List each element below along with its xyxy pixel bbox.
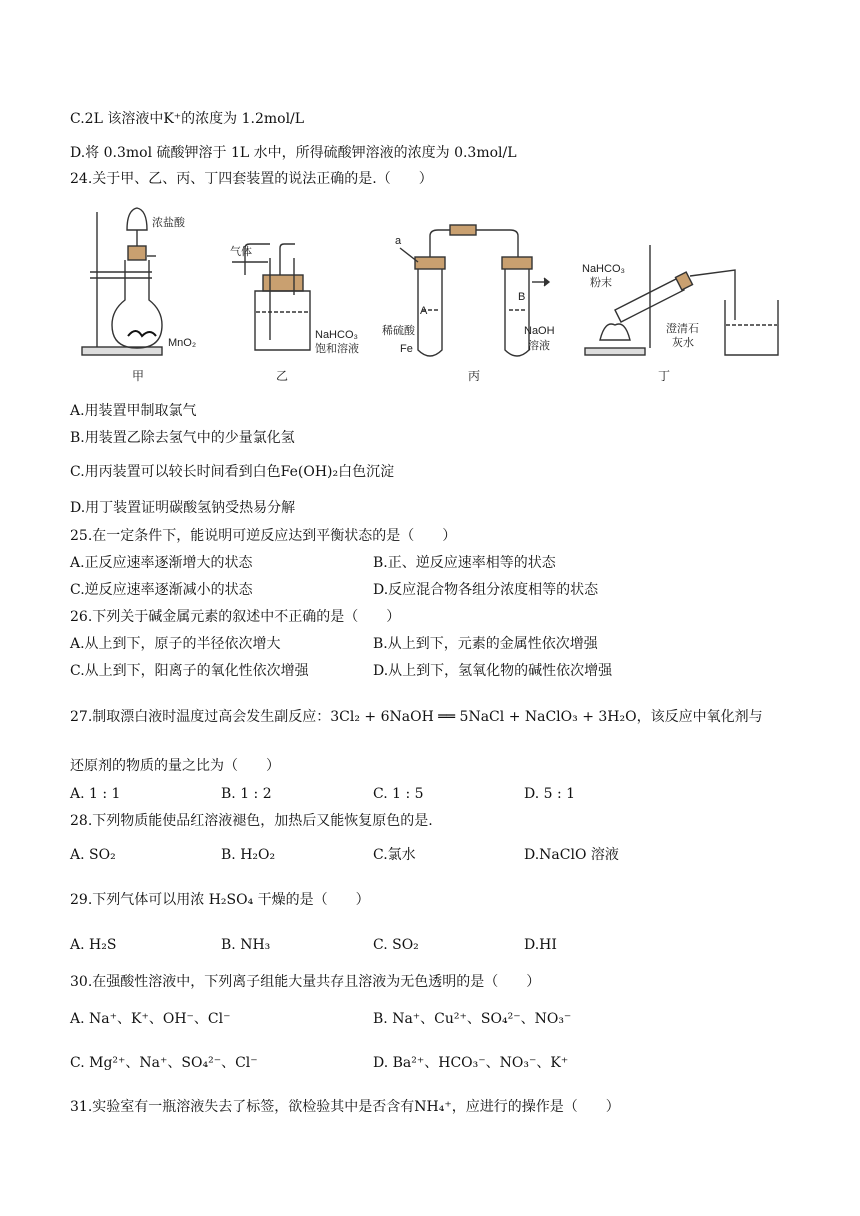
caption-bing: 丙 xyxy=(468,369,481,383)
q29-option-a: A. H₂S xyxy=(70,937,117,953)
q24-option-d: D.用丁装置证明碳酸氢钠受热易分解 xyxy=(70,500,296,516)
label-nahco3-solution-2: 饱和溶液 xyxy=(315,343,359,355)
caption-yi: 乙 xyxy=(276,369,289,383)
q24-option-c: C.用丙装置可以较长时间看到白色Fe(OH)₂白色沉淀 xyxy=(70,464,395,480)
label-nahco3-solution-1: NaHCO₃ xyxy=(315,329,358,341)
q28-option-c: C.氯水 xyxy=(373,847,416,863)
q27-option-a: A. 1 : 1 xyxy=(70,786,121,802)
label-limewater-2: 灰水 xyxy=(672,337,694,349)
label-A: A xyxy=(420,305,428,317)
q28-option-d: D.NaClO 溶液 xyxy=(524,847,619,863)
q28-stem: 28.下列物质能使品红溶液褪色，加热后又能恢复原色的是. xyxy=(70,813,433,829)
q23-option-d: D.将 0.3mol 硫酸钾溶于 1L 水中，所得硫酸钾溶液的浓度为 0.3mol/L xyxy=(70,145,517,161)
label-naoh-1: NaOH xyxy=(524,325,555,337)
q27-option-c: C. 1 : 5 xyxy=(373,786,424,802)
label-nahco3-powder-1: NaHCO₃ xyxy=(582,263,625,275)
label-fe: Fe xyxy=(400,343,413,355)
q27-stem-continued: 还原剂的物质的量之比为（ ） xyxy=(70,758,280,774)
q25-option-b: B.正、逆反应速率相等的状态 xyxy=(373,555,556,571)
q26-option-d: D.从上到下，氢氧化物的碱性依次增强 xyxy=(373,663,613,679)
q29-option-c: C. SO₂ xyxy=(373,937,419,953)
q29-stem: 29.下列气体可以用浓 H₂SO₄ 干燥的是（ ） xyxy=(70,892,370,908)
q24-option-a: A.用装置甲制取氯气 xyxy=(70,403,197,419)
label-conc-hcl: 浓盐酸 xyxy=(152,217,185,229)
apparatus-jia xyxy=(82,208,162,355)
q27-stem: 27.制取漂白液时温度过高会发生副反应：3Cl₂ + 6NaOH ══ 5NaCl + NaClO₃ + 3H₂O，该反应中氧化剂与 xyxy=(70,709,763,725)
q29-option-b: B. NH₃ xyxy=(221,937,271,953)
caption-jia: 甲 xyxy=(132,369,145,383)
q26-option-b: B.从上到下，元素的金属性依次增强 xyxy=(373,636,598,652)
q25-option-a: A.正反应速率逐渐增大的状态 xyxy=(70,555,253,571)
q25-option-c: C.逆反应速率逐渐减小的状态 xyxy=(70,582,253,598)
q31-stem: 31.实验室有一瓶溶液失去了标签，欲检验其中是否含有NH₄⁺，应进行的操作是（ ） xyxy=(70,1099,620,1115)
label-nahco3-powder-2: 粉末 xyxy=(590,277,612,289)
q30-option-c: C. Mg²⁺、Na⁺、SO₄²⁻、Cl⁻ xyxy=(70,1055,258,1071)
q29-option-d: D.HI xyxy=(524,937,557,953)
q28-option-a: A. SO₂ xyxy=(70,847,116,863)
q25-stem: 25.在一定条件下，能说明可逆反应达到平衡状态的是（ ） xyxy=(70,528,457,544)
apparatus-figure xyxy=(70,200,790,390)
q25-option-d: D.反应混合物各组分浓度相等的状态 xyxy=(373,582,599,598)
q30-option-a: A. Na⁺、K⁺、OH⁻、Cl⁻ xyxy=(70,1011,231,1027)
label-B: B xyxy=(518,291,526,303)
label-naoh-2: 溶液 xyxy=(528,340,550,352)
q26-option-a: A.从上到下，原子的半径依次增大 xyxy=(70,636,281,652)
q24-stem: 24.关于甲、乙、丙、丁四套装置的说法正确的是.（ ） xyxy=(70,171,433,187)
label-dilute-h2so4: 稀硫酸 xyxy=(382,325,415,337)
q23-option-c: C.2L 该溶液中K⁺的浓度为 1.2mol/L xyxy=(70,111,305,127)
q30-option-d: D. Ba²⁺、HCO₃⁻、NO₃⁻、K⁺ xyxy=(373,1055,569,1071)
caption-ding: 丁 xyxy=(658,369,671,383)
q30-stem: 30.在强酸性溶液中，下列离子组能大量共存且溶液为无色透明的是（ ） xyxy=(70,974,541,990)
q24-option-b: B.用装置乙除去氢气中的少量氯化氢 xyxy=(70,430,295,446)
q26-option-c: C.从上到下，阳离子的氧化性依次增强 xyxy=(70,663,309,679)
label-mno2: MnO₂ xyxy=(168,337,197,349)
q26-stem: 26.下列关于碱金属元素的叙述中不正确的是（ ） xyxy=(70,609,401,625)
q27-option-b: B. 1 : 2 xyxy=(221,786,272,802)
q30-option-b: B. Na⁺、Cu²⁺、SO₄²⁻、NO₃⁻ xyxy=(373,1011,572,1027)
label-gas: 气体 xyxy=(230,246,252,258)
q27-option-d: D. 5 : 1 xyxy=(524,786,576,802)
apparatus-yi xyxy=(232,244,310,350)
label-limewater-1: 澄清石 xyxy=(666,323,699,335)
q28-option-b: B. H₂O₂ xyxy=(221,847,276,863)
label-a: a xyxy=(395,235,402,247)
